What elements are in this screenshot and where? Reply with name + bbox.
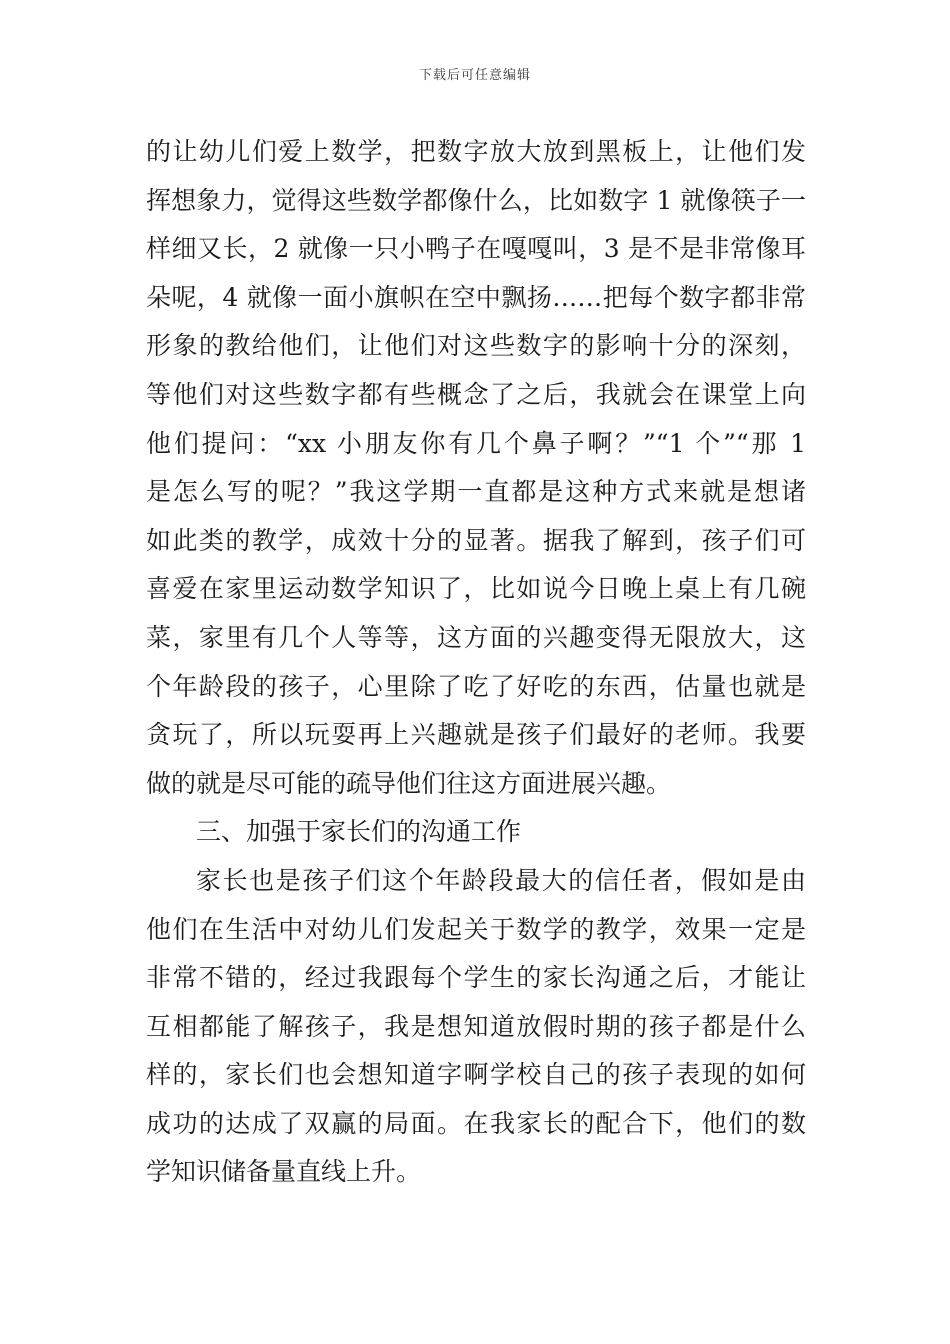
text-line: 学知识储备量直线上升。 (146, 1157, 422, 1187)
text-line: 样细又长，2 就像一只小鸭子在嘎嘎叫，3 是不是非常像耳 (146, 234, 806, 264)
text-line: 做的就是尽可能的疏导他们往这方面进展兴趣。 (146, 768, 672, 798)
text-line: 家长也是孩子们这个年龄段最大的信任者，假如是由 (196, 865, 806, 895)
text-line: 等他们对这些数字都有些概念了之后，我就会在课堂上向 (146, 379, 806, 409)
text-line: 样的，家长们也会想知道字啊学校自己的孩子表现的如何 (146, 1060, 806, 1090)
text-line: 互相都能了解孩子，我是想知道放假时期的孩子都是什么 (146, 1011, 806, 1041)
page-header: 下载后可任意编辑 (418, 68, 531, 83)
text-line: 个年龄段的孩子，心里除了吃了好吃的东西，估量也就是 (146, 671, 806, 701)
text-line: 朵呢，4 就像一面小旗帜在空中飘扬……把每个数字都非常 (146, 282, 806, 312)
text-line: 形象的教给他们，让他们对这些数字的影响十分的深刻， (146, 331, 806, 361)
text-line: 贪玩了，所以玩耍再上兴趣就是孩子们最好的老师。我要 (146, 720, 806, 750)
text-line: 他们在生活中对幼儿们发起关于数学的教学，效果一定是 (146, 914, 806, 944)
text-line: 菜，家里有几个人等等，这方面的兴趣变得无限放大，这 (146, 622, 806, 652)
section-heading: 三、加强于家长们的沟通工作 (196, 817, 522, 847)
text-line: 是怎么写的呢？”我这学期一直都是这种方式来就是想诸 (146, 477, 806, 507)
text-line: 的让幼儿们爱上数学，把数字放大放到黑板上，让他们发 (146, 137, 806, 166)
text-line: 挥想象力，觉得这些数学都像什么，比如数字 1 就像筷子一 (146, 185, 806, 215)
document-body (146, 128, 806, 1197)
text-line: 如此类的教学，成效十分的显著。据我了解到，孩子们可 (146, 525, 806, 555)
text-line: 他们提问：“xx 小朋友你有几个鼻子啊？”“1 个”“那 1 (146, 428, 806, 458)
text-line: 喜爱在家里运动数学知识了，比如说今日晚上桌上有几碗 (146, 574, 806, 604)
text-line: 成功的达成了双赢的局面。在我家长的配合下，他们的数 (146, 1108, 806, 1138)
text-line: 非常不错的，经过我跟每个学生的家长沟通之后，才能让 (146, 963, 806, 993)
